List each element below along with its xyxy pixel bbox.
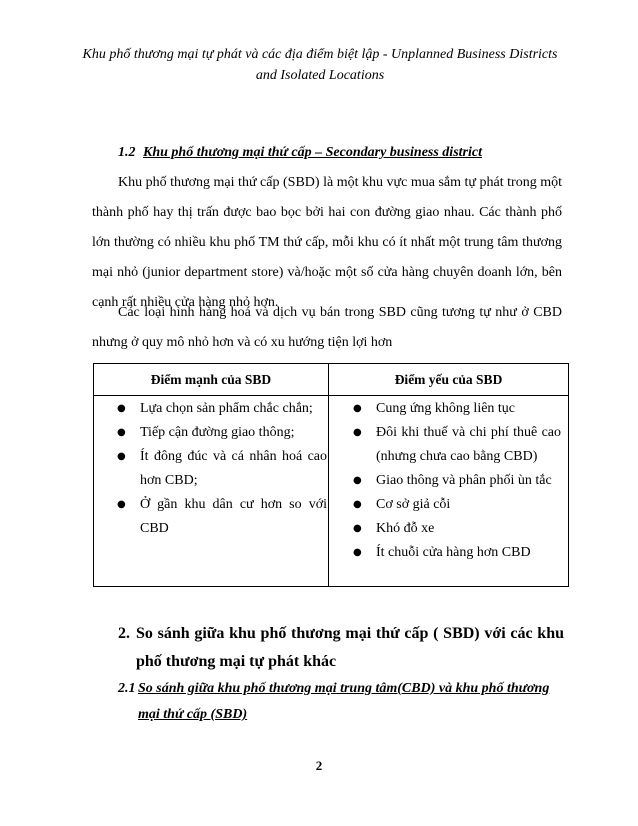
list-item-text: ● Giao thông và phân phối ùn tắc: [376, 473, 552, 488]
body-paragraph-1: Khu phố thương mại thứ cấp (SBD) là một khu vực mua sắm tự phát trong một thành phố hay thị trấn được bao bọc bởi hai con đường giao nhau. Các thành phố lớn thường có nhiều khu phố TM thứ cấp, mỗi khu có ít nhất một trung tâm thương mại nhỏ (junior department store) và/hoặc một số cửa hàng chuyên doanh lớn, bên cạnh rất nhiều cửa hàng nhỏ hơn.: [92, 175, 562, 310]
list-item: [353, 541, 561, 565]
strengths-weaknesses-table: [93, 363, 569, 587]
list-item-text: ● Ít chuỗi cửa hàng hơn CBD: [376, 545, 531, 560]
section-title: Khu phố thương mại thứ cấp – Secondary business district: [143, 145, 482, 160]
section-heading-2-1: [118, 676, 564, 728]
table-header-divider: [94, 395, 568, 396]
strengths-column: [117, 397, 327, 541]
section-title: So sánh giữa khu phố thương mại thứ cấp ( SBD) với các khu phố thương mại tự phát khác: [136, 625, 564, 670]
body-paragraph-2: Các loại hình hàng hoá và dịch vụ bán trong SBD cũng tương tự như ở CBD nhưng ở quy mô nhỏ hơn và có xu hướng tiện lợi hơn: [92, 305, 562, 350]
strengths-list: [117, 397, 327, 541]
section-heading-2: [118, 620, 564, 676]
running-header-line-1: Khu phố thương mại tự phát và các địa điểm biệt lập - Unplanned Business Districts: [82, 47, 558, 62]
list-item: [353, 469, 561, 493]
section-title: So sánh giữa khu phố thương mại trung tâm(CBD) và khu phố thương mại thứ cấp (SBD): [138, 681, 550, 722]
list-item: [117, 493, 327, 541]
list-item: [353, 397, 561, 421]
section-number: 2.: [118, 625, 130, 642]
table-header-weaknesses: Điểm yếu của SBD: [394, 372, 503, 387]
section-number: 2.1: [118, 681, 136, 696]
list-item: [117, 421, 327, 445]
list-item-text: ● Cơ sở giả cỗi: [376, 497, 451, 512]
section-number: 1.2: [118, 145, 136, 160]
running-header-line-2: and Isolated Locations: [255, 68, 385, 83]
list-item-text: ● Ở gần khu dân cư hơn so với CBD: [140, 497, 327, 536]
table-column-divider: [328, 364, 329, 586]
running-header: [70, 44, 570, 86]
section-heading-1-2: [118, 144, 482, 162]
list-item-text: ● Tiếp cận đường giao thông;: [140, 425, 295, 440]
weaknesses-list: [353, 397, 561, 565]
table-header-strengths: Điểm mạnh của SBD: [150, 372, 272, 387]
list-item-text: ● Ít đông đúc và cá nhân hoá cao hơn CBD;: [140, 449, 327, 488]
list-item-text: ● Lựa chọn sản phẩm chắc chắn;: [140, 401, 313, 416]
page-number: 2: [315, 758, 323, 773]
list-item: [117, 445, 327, 493]
weaknesses-column: [353, 397, 561, 565]
list-item: [353, 421, 561, 469]
list-item: [353, 493, 561, 517]
list-item: [353, 517, 561, 541]
list-item-text: ● Cung ứng không liên tục: [376, 401, 516, 416]
list-item: [117, 397, 327, 421]
list-item-text: ● Khó đỗ xe: [376, 521, 435, 536]
list-item-text: ● Đôi khi thuế và chi phí thuê cao (nhưng chưa cao bằng CBD): [376, 425, 561, 464]
